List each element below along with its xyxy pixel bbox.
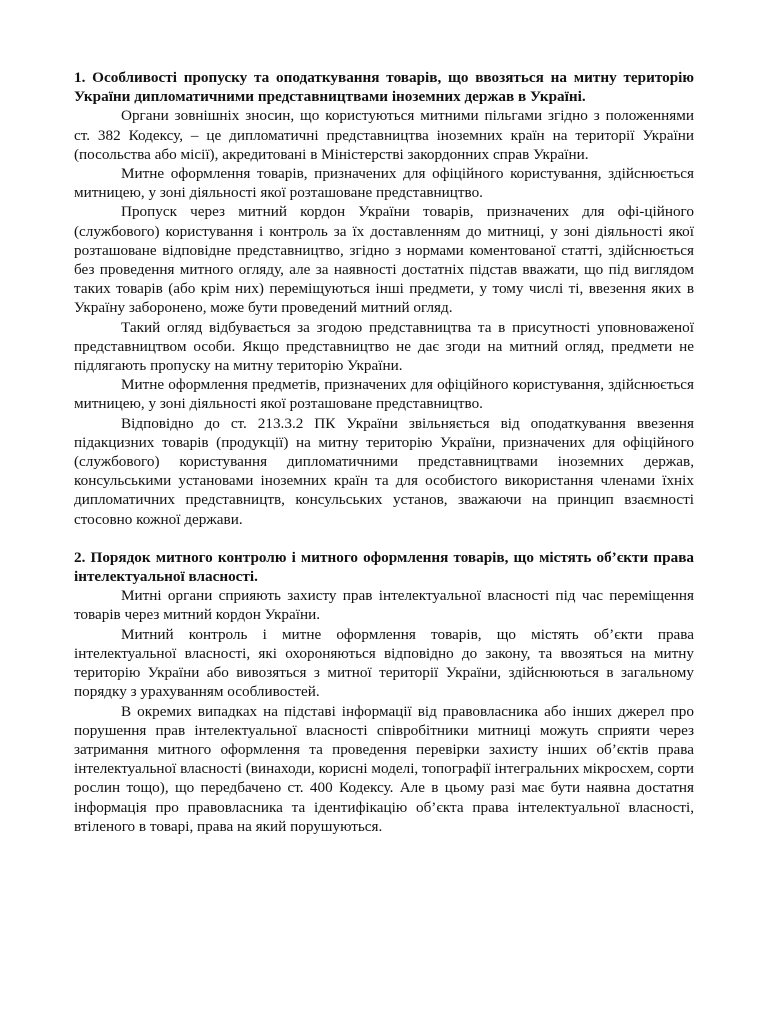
section-1-paragraph: Такий огляд відбувається за згодою представництва та в присутності уповноваженої представництвом особи. Якщо представництво не дає згоди на митний огляд, предмети не підлягають пропуску на митну територію України. — [74, 318, 694, 375]
section-1-paragraph: Органи зовнішніх зносин, що користуються митними пільгами згідно з положеннями ст. 382 Кодексу, – це дипломатичні представництва іноземних країн на території України (посольства або місії), акредитовані в Міністерстві закордонних справ України. — [74, 107, 694, 163]
section-1-title: 1. Особливості пропуску та оподаткування товарів, що ввозяться на митну територію України дипломатичними представництвами іноземних держав в Україні. — [74, 69, 694, 106]
section-1 — [74, 68, 694, 529]
section-2-title: 2. Порядок митного контролю і митного оформлення товарів, що містять об’єкти права інтелектуальної власності. — [74, 548, 694, 586]
section-1-paragraph: Митне оформлення предметів, призначених для офіційного користування, здійснюється митницею, у зоні діяльності якої розташоване представництво. — [74, 376, 694, 413]
section-2 — [74, 548, 694, 836]
section-1-paragraph: Відповідно до ст. 213.3.2 ПК України звільняється від оподаткування ввезення підакцизних товарів (продукції) на митну територію України, призначених для офіційного (службового) користування дипломатичними представництвами іноземних держав, консульськими установами іноземних країн та для особистого використання членами їхніх дипломатичних представництв, консульських установ, зважаючи на принцип взаємності стосовно кожної держави. — [74, 414, 694, 528]
section-2-paragraph: Митний контроль і митне оформлення товарів, що містять об’єкти права інтелектуальної власності, які охороняються відповідно до закону, та ввозяться на митну територію України або вивозяться з митної території України, здійснюються в загальному порядку з урахуванням особливостей. — [74, 625, 694, 701]
section-1-paragraph: Пропуск через митний кордон України товарів, призначених для офі-ційного (службового) користування і контроль за їх доставленням до митниці, у зоні діяльності якої розташоване відповідне представництво, згідно з нормами коментованої статті, здійснюється без проведення митного огляду, але за наявності достатніх підстав вважати, що під виглядом таких товарів (або крім них) переміщуються інші предмети, у тому числі ті, ввезення яких в Україну заборонено, може бути проведений митний огляд. — [74, 203, 694, 317]
section-spacer — [74, 529, 694, 548]
document-page — [74, 68, 694, 836]
section-2-paragraph: Митні органи сприяють захисту прав інтелектуальної власності під час переміщення товарів через митний кордон України. — [74, 587, 694, 624]
section-1-paragraph: Митне оформлення товарів, призначених для офіційного користування, здійснюється митницею, у зоні діяльності якої розташоване представництво. — [74, 165, 694, 202]
section-2-paragraph: В окремих випадках на підставі інформації від правовласника або інших джерел про порушення прав інтелектуальної власності співробітники митниці можуть сприяти через затримання митного оформлення та проведення перевірки захисту інших об’єктів права інтелектуальної власності (винаходи, корисні моделі, топографії інтегральних мікросхем, сорти рослин тощо), що передбачено ст. 400 Кодексу. Але в цьому разі має бути наявна достатня інформація про правовласника та ідентифікацію об’єкта права інтелектуальної власності, втіленого в товарі, права на який порушуються. — [74, 702, 694, 835]
